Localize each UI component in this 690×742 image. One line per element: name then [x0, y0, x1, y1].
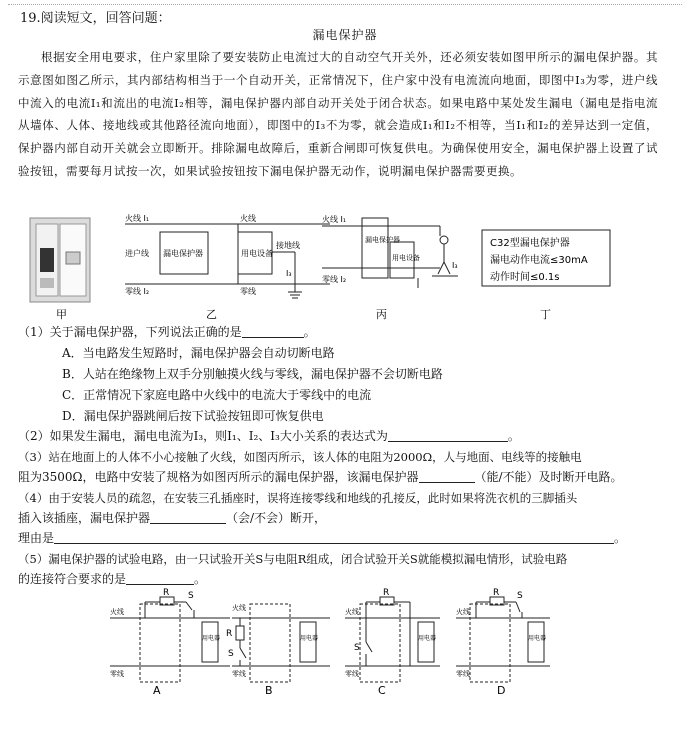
circuit-a-fire: 火线	[110, 608, 124, 616]
q5-line-2a: 的连接符合要求的是	[18, 572, 127, 586]
circuit-c-r: R	[383, 588, 390, 598]
q1-stem-text: （1）关于漏电保护器，下列说法正确的是	[18, 325, 242, 339]
circuit-b	[232, 604, 330, 682]
q3-line-2a: 阻为3500Ω，电路中安装了规格为如图丙所示的漏电保护器，该漏电保护器	[18, 470, 419, 484]
q4-line-1: （4）由于安装人员的疏忽，在安装三孔插座时，误将连接零线和地线的孔接反，此时如果将洗衣机的三脚插头	[18, 491, 578, 505]
q2-end: 。	[507, 429, 520, 443]
question-number-title: 19.阅读短文，回答问题：	[20, 11, 171, 26]
spec-line-3: 动作时间≤0.1s	[490, 272, 560, 283]
q1-option-b: B．人站在绝缘物上双手分别触摸火线与零线，漏电保护器不会切断电路	[62, 367, 443, 381]
circuit-b-s: S	[228, 649, 234, 659]
yi-protector-label: 漏电保护器	[163, 249, 203, 258]
q4-end: 。	[614, 531, 627, 545]
q3-line-1: （3）站在地面上的人体不小心接触了火线，如图丙所示，该人体的电阻为2000Ω，人与地面、电线等的接触电	[18, 450, 582, 464]
circuit-label-d: D	[497, 684, 506, 697]
yi-ground-label: 接地线	[276, 241, 300, 250]
circuit-b-neutral: 零线	[232, 670, 246, 678]
article-paragraph: 根据安全用电要求，住户家里除了要安装防止电流过大的自动空气开关外，还必须安装如图甲所示的漏电保护器。其示意图如图乙所示，其内部结构相当于一个自动开关，正常情况下，住户家中没有电流流向地面，即图中I₃为零，进户线中流入的电流I₁和流出的电流I₂相等，漏电保护器内部自动开关处于闭合状态。如果电路中某处发生漏电（漏电是指电流从墙体、人体、接地线或其他路径流向地面），即图中的I₃不为零，就会造成I₁和I₂不相等，当I₁和I₂的差异达到一定值，保护器内部自动开关就会立即断开。排除漏电故障后，重新合闸即可恢复供电。为确保使用安全，漏电保护器上设置了试验按钮，需要每月试按一次，如果试验按钮按下漏电保护器无动作，说明漏电保护器需要更换。	[18, 50, 658, 178]
figure-label-ding: 丁	[540, 308, 551, 321]
circuit-d-r: R	[493, 588, 500, 598]
circuit-label-c: C	[378, 684, 386, 697]
yi-neutral2-label: 零线	[240, 287, 256, 296]
figure-label-yi: 乙	[206, 308, 217, 321]
bing-protector-label: 漏电保护器	[365, 236, 400, 244]
q3-line-2b: （能/不能）及时断开电路。	[474, 470, 623, 484]
device-photo	[30, 218, 90, 302]
circuit-c-fire: 火线	[345, 608, 359, 616]
circuit-a-r: R	[163, 588, 170, 598]
q1-stem	[18, 322, 316, 342]
circuit-a-appliance: 用电器	[202, 635, 221, 642]
diagram-yi	[125, 224, 330, 298]
q4-line-2b: （会/不会）断开，	[226, 511, 327, 525]
q2-answer-blank[interactable]	[388, 428, 508, 442]
circuit-d-appliance: 用电器	[528, 635, 547, 642]
circuit-d-neutral: 零线	[456, 670, 470, 678]
q4-line-2	[18, 508, 326, 528]
q1-option-a: A．当电路发生短路时，漏电保护器会自动切断电路	[62, 346, 335, 360]
circuit-c-neutral: 零线	[345, 670, 359, 678]
q3-line-2	[18, 467, 623, 487]
yi-i3-label: I₃	[286, 269, 292, 278]
circuit-d-fire: 火线	[456, 608, 470, 616]
circuit-c-appliance: 用电器	[418, 635, 437, 642]
spec-line-2: 漏电动作电流≤30mA	[490, 255, 588, 266]
bing-neutral-label: 零线 I₂	[322, 275, 347, 284]
circuit-b-appliance: 用电器	[300, 635, 319, 642]
q5-line-1: （5）漏电保护器的试验电路，由一只试验开关S与电阻R组成，闭合试验开关S就能模拟漏电情形，试验电路	[18, 552, 568, 566]
q3-answer-blank[interactable]	[419, 469, 475, 483]
circuit-label-b: B	[265, 684, 273, 697]
page-top-rule	[8, 4, 682, 5]
circuit-b-fire: 火线	[232, 604, 246, 612]
q1-option-c: C．正常情况下家庭电路中火线中的电流大于零线中的电流	[62, 388, 372, 402]
q4-line-2a: 插入该插座，漏电保护器	[18, 511, 151, 525]
yi-fire-label: 火线 I₁	[125, 214, 150, 223]
yi-neutral-label: 零线 I₂	[125, 287, 150, 296]
bing-fire-label: 火线 I₁	[322, 215, 347, 224]
circuit-b-r: R	[226, 629, 233, 639]
circuit-c-s: S	[354, 643, 360, 653]
circuit-label-a: A	[153, 684, 161, 697]
yi-fire2-label: 火线	[240, 214, 256, 223]
figure-row	[0, 212, 690, 322]
q4-reason-blank[interactable]	[54, 530, 614, 544]
q1-option-d: D．漏电保护器跳闸后按下试验按钮即可恢复供电	[62, 409, 324, 423]
figure-label-bing: 丙	[376, 308, 387, 321]
bing-appliance-label: 用电设备	[392, 254, 420, 262]
circuit-a-s: S	[188, 591, 194, 601]
circuit-d-s: S	[517, 591, 523, 601]
yi-appliance-label: 用电设备	[241, 249, 273, 258]
q1-answer-blank[interactable]	[242, 324, 304, 338]
q5-line-2	[18, 569, 206, 589]
q5-answer-blank[interactable]	[126, 571, 194, 585]
bing-i3-label: I₃	[452, 261, 458, 270]
q2-stem-text: （2）如果发生漏电，漏电电流为I₃，则I₁、I₂、I₃大小关系的表达式为	[18, 429, 388, 443]
article-title: 漏电保护器	[312, 28, 378, 42]
spec-line-1: C32型漏电保护器	[490, 238, 570, 249]
q4-line-3	[18, 528, 626, 548]
q2-stem	[18, 426, 520, 446]
yi-inlet-label: 进户线	[125, 249, 149, 258]
q4-answer-blank[interactable]	[150, 510, 226, 524]
q4-reason-label: 理由是	[18, 531, 55, 545]
figure-label-jia: 甲	[56, 308, 67, 321]
circuit-options	[0, 588, 690, 698]
circuit-a-neutral: 零线	[110, 670, 124, 678]
q1-end: 。	[303, 325, 316, 339]
q5-end: 。	[194, 572, 207, 586]
